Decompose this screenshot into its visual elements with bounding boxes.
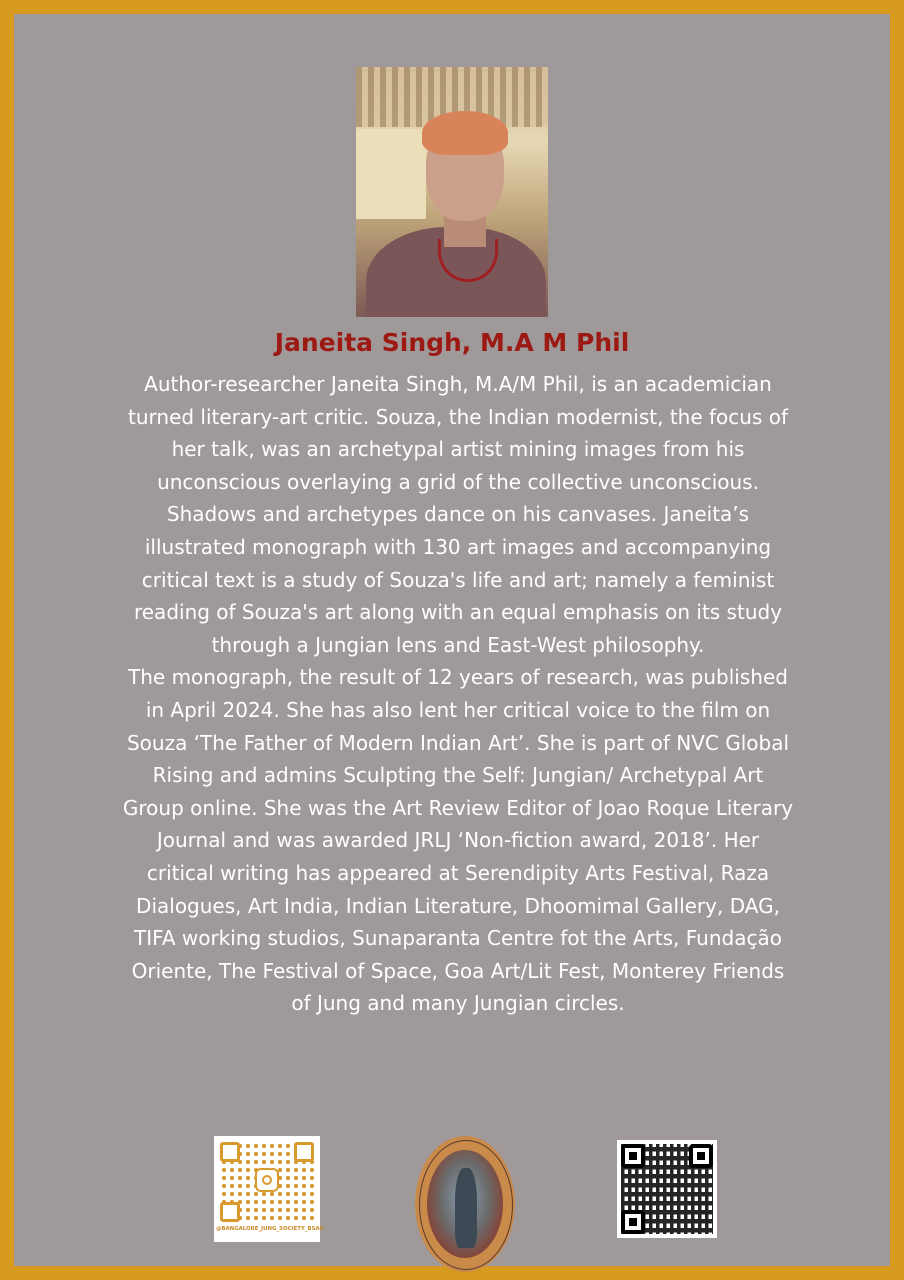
portrait-photo bbox=[356, 67, 548, 317]
qr-corner bbox=[621, 1144, 645, 1168]
instagram-handle: @BANGALORE_JUNG_SOCIETY_BSAP bbox=[216, 1226, 324, 1232]
speaker-name: Janeita Singh, M.A M Phil bbox=[274, 328, 630, 357]
bio-paragraph-1: Author-researcher Janeita Singh, M.A/M Phil, is an academician turned literary-art critic. Souza, the Indian modernist, the focus of her talk, was an archetypal artist mining images from his unconscious overlaying a grid of the collective unconscious. Shadows and archetypes dance on his canvases. Janeita’s illustrated monograph with 130 art images and accompanying critical text is a study of Souza's life and art; namely a feminist reading of Souza's art along with an equal emphasis on its study through a Jungian lens and East-West philosophy. bbox=[128, 372, 788, 657]
bio-text bbox=[122, 368, 794, 1020]
poster bbox=[14, 14, 890, 1266]
qr-corner bbox=[220, 1142, 240, 1162]
qr-corner bbox=[689, 1144, 713, 1168]
society-logo bbox=[415, 1136, 515, 1272]
qr-corner bbox=[294, 1142, 314, 1162]
qr-corner bbox=[621, 1210, 645, 1234]
instagram-qr-code[interactable] bbox=[214, 1136, 324, 1242]
bio-paragraph-2: The monograph, the result of 12 years of research, was published in April 2024. She has also lent her critical voice to the film on Souza ‘The Father of Modern Indian Art’. She is part of NVC Global Rising and admins Sculpting the Self: Jungian/ Archetypal Art Group online. She was the Art Review Editor of Joao Roque Literary Journal and was awarded JRLJ ‘Non-fiction award, 2018’. Her critical writing has appeared at Serendipity Arts Festival, Raza Dialogues, Art India, Indian Literature, Dhoomimal Gallery, DAG, TIFA working studios, Sunaparanta Centre fot the Arts, Fundação Oriente, The Festival of Space, Goa Art/Lit Fest, Monterey Friends of Jung and many Jungian circles. bbox=[122, 665, 794, 1016]
qr-code[interactable] bbox=[617, 1140, 717, 1238]
instagram-icon bbox=[255, 1168, 279, 1192]
qr-corner bbox=[220, 1202, 240, 1222]
